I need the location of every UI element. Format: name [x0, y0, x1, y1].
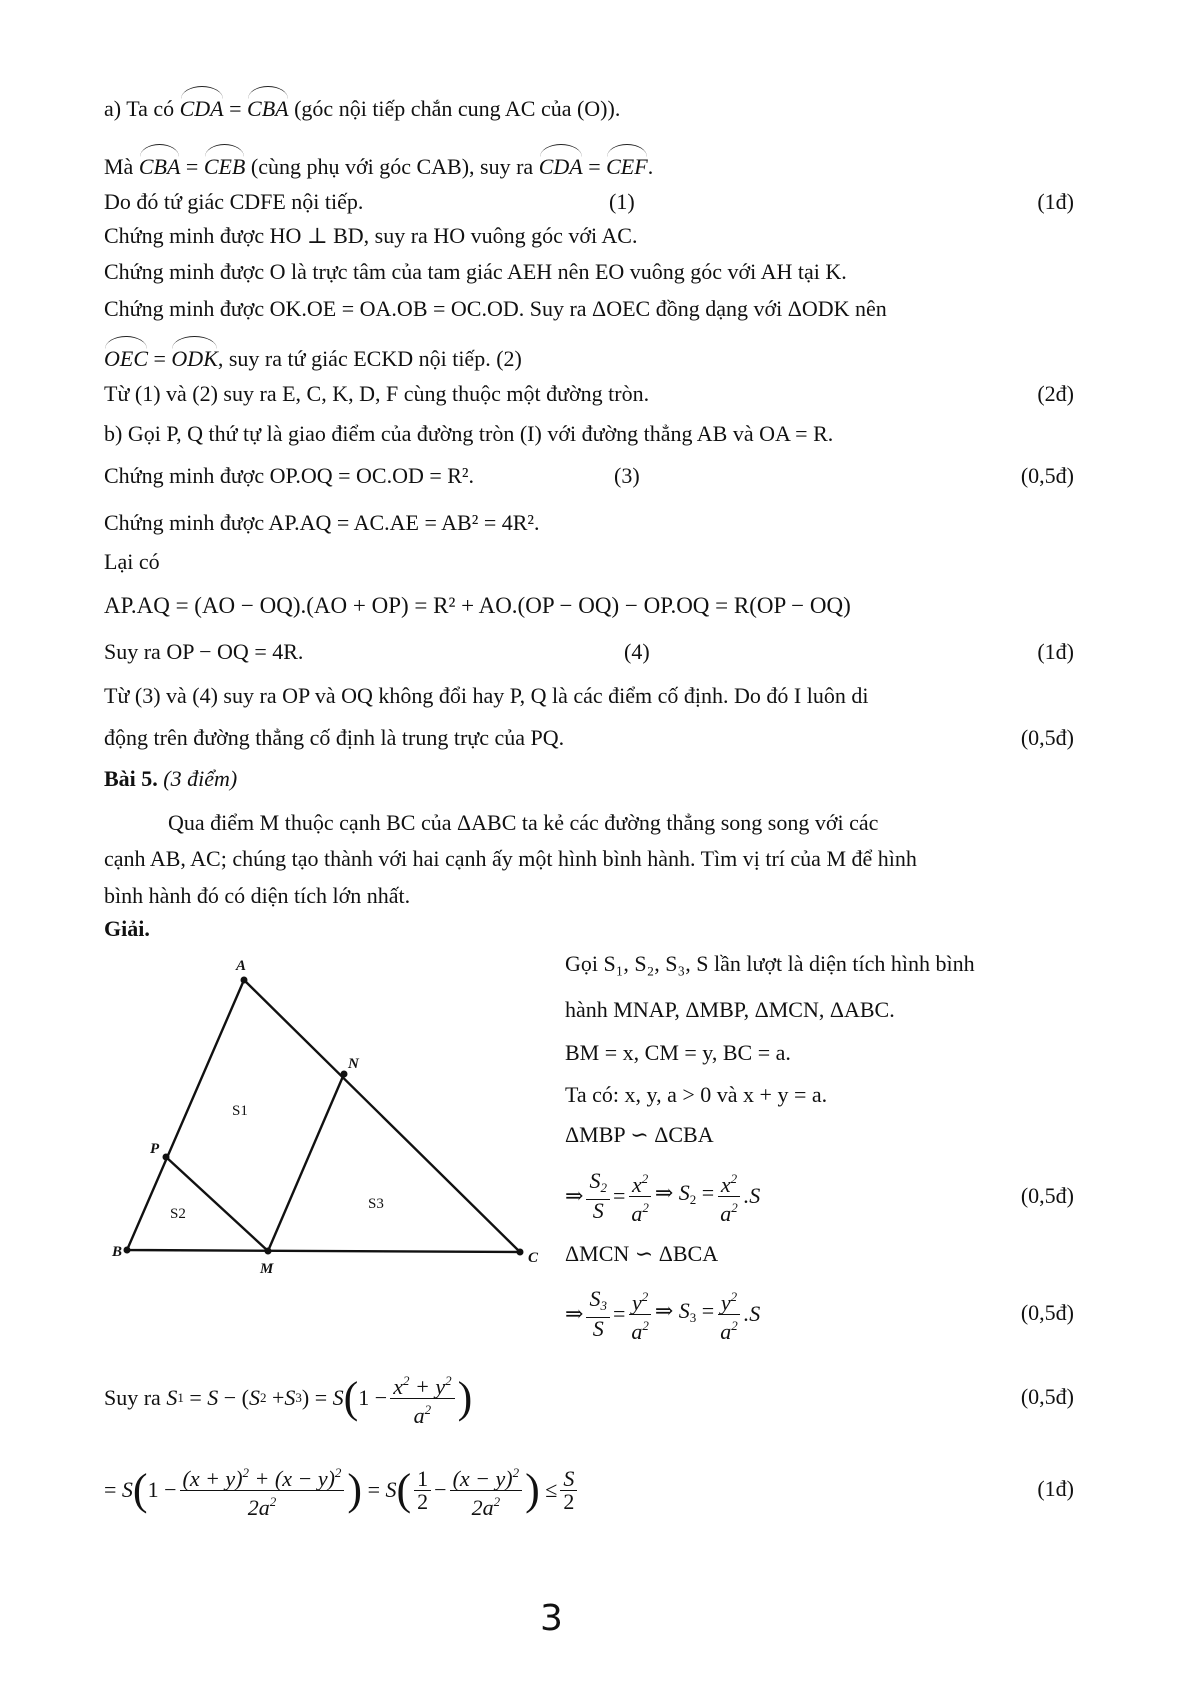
- right-line-7: ΔMCN ∽ ΔBCA: [565, 1241, 719, 1266]
- formula-s1: Suy ra S 1 = S − ( S 2 + S 3 ) = S ( 1 − $\frac{x^2 + y^2}{a^2}$ ): [104, 1368, 1074, 1428]
- problem-5-text-1: Qua điểm M thuộc cạnh BC của ΔABC ta kẻ các đường thẳng song song với các: [168, 810, 879, 835]
- part-b-line-2: Chứng minh được OP.OQ = OC.OD = R². (3) (0,5đ): [104, 461, 1074, 491]
- formula-s2: ⇒ $\frac{S_2}{S}$ = $\frac{x^2}{a^2}$ ⇒ $S_2$ = $\frac{x^2}{a^2}$ .S: [565, 1168, 761, 1226]
- part-b-line-8: động trên đường thẳng cố định là trung trực của PQ. (0,5đ): [104, 723, 1074, 753]
- right-line-3: BM = x, CM = y, BC = a.: [565, 1040, 791, 1065]
- label-n: N: [348, 1056, 359, 1072]
- label-s3: S3: [368, 1196, 384, 1212]
- points-label: (1đ): [1037, 639, 1074, 664]
- formula-s3: ⇒ $\frac{S_3}{S}$ = $\frac{y^2}{a^2}$ ⇒ $S_3$ = $\frac{y^2}{a^2}$ .S: [565, 1286, 761, 1344]
- right-line-4: Ta có: x, y, a > 0 và x + y = a.: [565, 1082, 828, 1107]
- right-line-1: Gọi S₁, S₂, S₃, S lần lượt là diện tích hình bình: [565, 951, 975, 976]
- points-label: (0,5đ): [1020, 725, 1074, 750]
- part-a-line-5: Chứng minh được O là trực tâm của tam giác AEH nên EO vuông góc với AH tại K.: [104, 259, 847, 284]
- part-b-line-5: AP.AQ = (AO − OQ).(AO + OP) = R² + AO.(OP − OQ) − OP.OQ = R(OP − OQ): [104, 593, 851, 618]
- solution-label: Giải.: [104, 916, 150, 941]
- part-a-line-1: a) Ta có CDA = CBA (góc nội tiếp chắn cung AC của (O)).: [104, 88, 1074, 124]
- parallelogram-figure: [100, 950, 560, 1280]
- part-b-line-7: Từ (3) và (4) suy ra OP và OQ không đổi hay P, Q là các điểm cố định. Do đó I luôn di: [104, 683, 869, 708]
- part-a-line-8: Từ (1) và (2) suy ra E, C, K, D, F cùng thuộc một đường tròn. (2đ): [104, 379, 1074, 409]
- points-label: (2đ): [1037, 381, 1074, 406]
- label-a: A: [236, 958, 247, 974]
- page-number: 3: [540, 1598, 563, 1639]
- label-s2: S2: [170, 1206, 186, 1222]
- problem-5-text-3: bình hành đó có diện tích lớn nhất.: [104, 883, 411, 908]
- part-b-line-3: Chứng minh được AP.AQ = AC.AE = AB² = 4R².: [104, 510, 540, 535]
- triangle-abc: [127, 980, 520, 1252]
- right-line-2: hành MNAP, ΔMBP, ΔMCN, ΔABC.: [565, 997, 895, 1022]
- points-label: (0,5đ): [1020, 463, 1074, 488]
- label-p: P: [150, 1141, 160, 1157]
- part-a-line-4: Chứng minh được HO ⊥ BD, suy ra HO vuông góc với AC.: [104, 223, 638, 248]
- label-s1: S1: [232, 1103, 248, 1119]
- part-a-line-2: Mà CBA = CEB (cùng phụ với góc CAB), suy ra CDA = CEF.: [104, 146, 1074, 182]
- part-a-line-3: Do đó tứ giác CDFE nội tiếp. (1) (1đ): [104, 187, 1074, 217]
- label-m: M: [260, 1261, 274, 1277]
- points-label: (1đ): [1037, 189, 1074, 214]
- formula-final: = S ( 1 − $\frac{(x + y)^2 + (x - y)^2}{2a^2}$ ) = S ( $\frac{1}{2}$ − $\frac{(x - y)^2}{2a^2}$ ) ≤ $\frac{S}{2}$: [104, 1455, 1074, 1525]
- problem-5-text-2: cạnh AB, AC; chúng tạo thành với hai cạnh ấy một hình bình hành. Tìm vị trí của M để hình: [104, 846, 917, 871]
- part-b-line-6: Suy ra OP − OQ = 4R. (4) (1đ): [104, 637, 1074, 667]
- problem-5-heading: Bài 5. (3 điểm): [104, 766, 238, 791]
- right-line-5: ΔMBP ∽ ΔCBA: [565, 1122, 714, 1147]
- part-a-line-7: OEC = ODK, suy ra tứ giác ECKD nội tiếp. (2): [104, 338, 1074, 374]
- label-c: C: [528, 1250, 539, 1266]
- part-a-line-6: Chứng minh được OK.OE = OA.OB = OC.OD. Suy ra ΔOEC đồng dạng với ΔODK nên: [104, 296, 887, 321]
- segment-pm: [166, 1157, 268, 1251]
- segment-mn: [268, 1074, 344, 1251]
- part-b-line-4: Lại có: [104, 549, 160, 574]
- part-b-line-1: b) Gọi P, Q thứ tự là giao điểm của đường tròn (I) với đường thẳng AB và OA = R.: [104, 421, 834, 446]
- label-b: B: [112, 1244, 123, 1260]
- document-page: a) Ta có CDA = CBA (góc nội tiếp chắn cung AC của (O)). Mà CBA = CEB (cùng phụ với góc CAB), suy ra CDA = CEF. Do đó tứ giác CDFE nội tiếp. (1) (1đ) Chứng minh được HO ⊥ BD, suy ra HO vuông góc với AC. Chứng minh được O là trực tâm của tam giác AEH nên EO vuông góc với AH tại K. Chứng minh được OK.OE = OA.OB = OC.OD. Suy ra ΔOEC đồng dạng với ΔODK nên OEC = ODK, suy ra tứ giác ECKD nội tiếp. (2) Từ (1) và (2) suy ra E, C, K, D, F cùng thuộc một đường tròn. (2đ) b) Gọi P, Q thứ tự là giao điểm của đường tròn (I) với đường thẳng AB và OA = R. Chứng minh được OP.OQ = OC.OD = R². (3) (0,5đ) Chứng minh được AP.AQ = AC.AE = AB² = 4R². Lại có AP.AQ = (AO − OQ).(AO + OP) = R² + AO.(OP − OQ) − OP.OQ = R(OP − OQ) Suy ra OP − OQ = 4R. (4) (1đ) Từ (3) và (4) suy ra OP và OQ không đổi hay P, Q là các điểm cố định. Do đó I luôn di động trên đường thẳng cố định là trung trực của PQ. (0,5đ) Bài 5. (3 điểm) Qua điểm M thuộc cạnh BC của ΔABC ta kẻ các đường thẳng song song với các cạnh AB, AC; chúng tạo thành với hai cạnh ấy một hình bình hành. Tìm vị trí của M để hình bình hành đó có diện tích lớn nhất. Giải. A B C M N P S1 S2 S3 Gọi S₁, S₂, S₃, S lần lượt là diện tích hình bình hành MNAP, ΔMBP, ΔMCN, ΔABC. BM = x, CM = y, BC = a. Ta có: x, y, a > 0 và x + y = a. ΔMBP ∽ ΔCBA ⇒ $\frac{S_2}{S}$ = $\frac{x^2}{a^2}$ ⇒ $S_2$ = $\frac{x^2}{a^2}$ .S (0,5đ) ΔMCN ∽ ΔBCA ⇒ $\frac{S_3}{S}$ = $\frac{y^2}{a^2}$ ⇒ $S_3$ = $\frac{y^2}{a^2}$ .S (0,5đ) Suy ra S 1 = S − ( S 2 + S 3 ) = S ( 1 − $\frac{x^2 + y^2}{a^2}$ ) (0,5đ) = S ( 1 − $\frac{(x + y)^2 + (x - y)^2}{2a^2}$ ) = S ( $\frac{1}{2}$ − $\frac{(x - y)^2}{2a^2}$ ) ≤ $\frac{S}{2}$ (1đ) 3: [0, 0, 1192, 1685]
